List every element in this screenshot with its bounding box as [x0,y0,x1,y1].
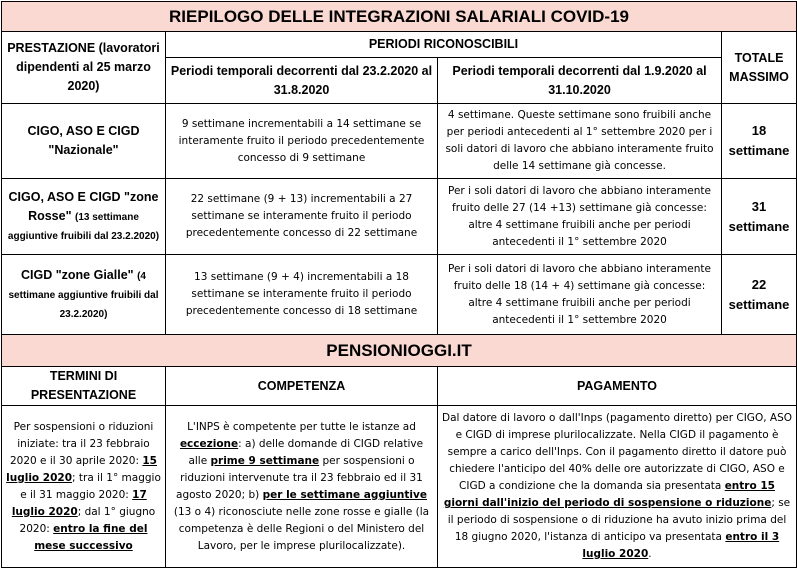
row-period-2: Per i soli datori di lavoro che abbiano interamente fruito delle 18 (14 + 4) settimane già concesse: altre 4 settimane fruibili anche per periodi antecedenti il 1° settembre 2020 [438,255,722,335]
competenza-exception: eccezione [179,437,239,450]
header-prestazione: PRESTAZIONE (lavoratori dipendenti al 25 marzo 2020) [2,32,166,104]
row-period-1: 9 settimane incrementabili a 14 settimane se interamente fruito il periodo precedentemente concesso di 9 settimane [166,104,438,179]
competenza-cell: L'INPS è competente per tutte le istanze ad eccezione: a) delle domande di CIGD relative alle prime 9 settimane per sospensioni o riduzioni intervenute tra il 23 febbraio ed il 31 agosto 2020; b) per le settimane aggiuntive (13 o 4) riconosciute nelle zone rosse e gialle (la competenza è delle Regioni o del Ministero del Lavoro, per le imprese plurilocalizzate). [166,406,438,568]
pagamento-cell: Dal datore di lavoro o dall'Inps (pagamento diretto) per CIGO, ASO e CIGD di imprese plurilocalizzate. Nella CIGD il pagamento è sempre a carico dell'Inps. Con il pagamento diretto il datore può chiedere l'anticipo del 40% delle ore autorizzate di CIGO, ASO e CIGD a condizione che la domanda sia presentata entro 15 giorni dall'inizio del periodo di sospensione o riduzione; se il periodo di sospensione o di riduzione ha avuto inizio prima del 18 giugno 2020, l'istanza di anticipo va presentata entro il 3 luglio 2020. [438,406,797,568]
table-row [2,104,797,179]
termini-cell: Per sospensioni o riduzioni iniziate: tra il 23 febbraio 2020 e il 30 aprile 2020: 15 luglio 2020; tra il 1° maggio e il 31 maggio 2020: 17 luglio 2020; dal 1° giugno 2020: entro la fine del mese successivo [2,406,166,568]
header-totale: TOTALE MASSIMO [722,32,797,104]
deadline-2: 17 luglio 2020 [11,488,147,518]
header-periodo-2: Periodi temporali decorrenti dal 1.9.2020 al 31.10.2020 [438,58,722,104]
row-period-1: 13 settimane (9 + 4) incrementabili a 18 settimane se interamente fruito il periodo precedentemente concesso di 18 settimane [166,255,438,335]
competenza-first-weeks: prime 9 settimane [210,454,320,467]
header-periodo-1: Periodi temporali decorrenti dal 23.2.2020 al 31.8.2020 [166,58,438,104]
pagamento-deadline-1: entro 15 giorni dall'inizio del periodo di sospensione o riduzione [443,480,775,509]
table-title: RIEPILOGO DELLE INTEGRAZIONI SALARIALI COVID-19 [2,2,797,32]
row-total: 31 settimane [722,179,797,255]
row-period-2: 4 settimane. Queste settimane sono fruibili anche per periodi antecedenti al 1° settembre 2020 per i soli datori di lavoro che abbiano interamente fruito delle 14 settimane già concesse. [438,104,722,179]
row-name: CIGO, ASO E CIGD "Nazionale" [2,104,166,179]
row-period-2: Per i soli datori di lavoro che abbiano interamente fruito delle 27 (14 +13) settimane già concesse: altre 4 settimane fruibili anche per periodi antecedenti il 1° settembre 2020 [438,179,722,255]
brand-banner: PENSIONIOGGI.IT [2,335,797,367]
row-note: (13 settimane aggiuntive fruibili dal 23.2.2020) [7,212,160,242]
info-table [1,366,797,568]
header-termini: TERMINI DI PRESENTAZIONE [2,367,166,406]
table-row [2,255,797,335]
deadline-3: entro la fine del mese successivo [34,522,148,552]
competenza-extra-weeks: per le settimane aggiuntive [262,488,427,501]
row-note: (4 settimane aggiuntive fruibili dal 23.2.2020) [8,271,159,320]
deadline-1: 15 luglio 2020 [6,454,157,484]
pagamento-deadline-2: entro il 3 luglio 2020 [582,531,780,560]
row-name: CIGD "zone Gialle" (4 settimane aggiuntive fruibili dal 23.2.2020) [2,255,166,335]
row-name: CIGO, ASO E CIGD "zone Rosse" (13 settimane aggiuntive fruibili dal 23.2.2020) [2,179,166,255]
row-total: 22 settimane [722,255,797,335]
header-pagamento: PAGAMENTO [438,367,797,406]
table-row [2,179,797,255]
row-period-1: 22 settimane (9 + 13) incrementabili a 27 settimane se interamente fruito il periodo precedentemente concesso di 22 settimane [166,179,438,255]
row-total: 18 settimane [722,104,797,179]
header-competenza: COMPETENZA [166,367,438,406]
header-periodi: PERIODI RICONOSCIBILI [166,32,722,58]
summary-table [1,1,797,367]
